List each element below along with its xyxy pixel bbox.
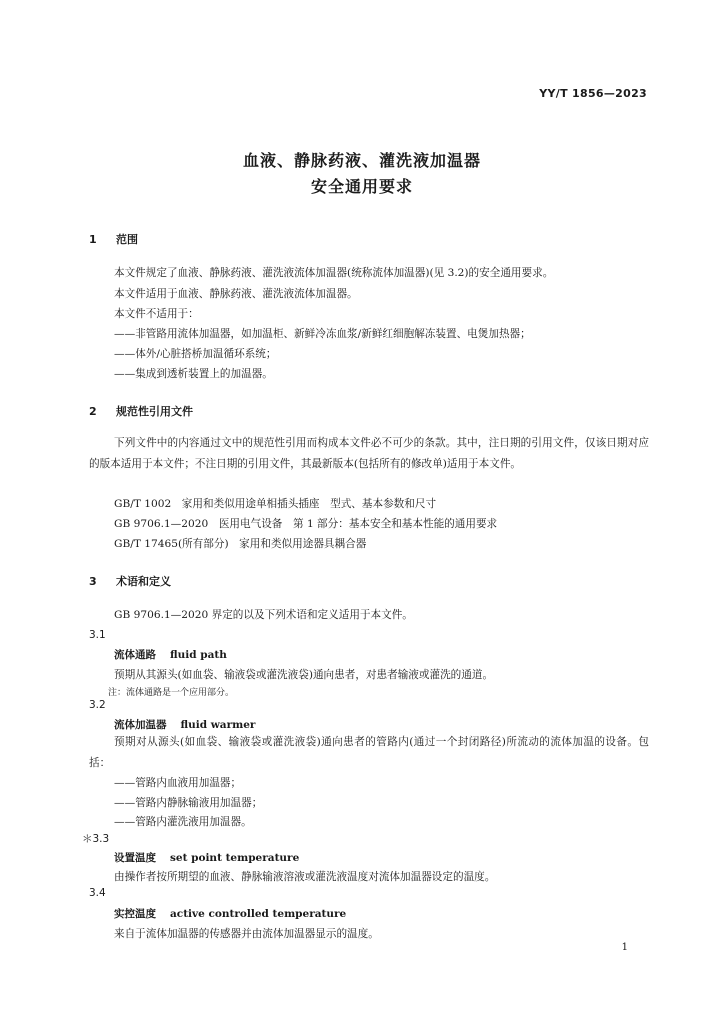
term-heading [114, 647, 227, 662]
reference-item: GB/T 17465(所有部分) 家用和类似用途器具耦合器 [114, 538, 367, 550]
paragraph: 下列文件中的内容通过文中的规范性引用而构成本文件必不可少的条款。其中，注日期的引用文件，仅该日期对应的版本适用于本文件；不注日期的引用文件，其最新版本(包括所有的修改单)适用于本文件。 [89, 437, 649, 470]
term-number: ＊3.3 [82, 833, 110, 845]
paragraph: 本文件规定了血液、静脉药液、灌洗液流体加温器(统称流体加温器)(见 3.2)的安全通用要求。 [114, 267, 554, 279]
section-1-heading [89, 231, 138, 247]
paragraph: 本文件适用于血液、静脉药液、灌洗液流体加温器。 [114, 288, 358, 300]
term-heading [114, 906, 346, 921]
section-3-heading [89, 573, 171, 589]
list-item: ——管路内静脉输液用加温器； [114, 797, 263, 809]
term-zh: 实控温度 [114, 908, 156, 920]
term-zh: 设置温度 [114, 852, 156, 864]
term-heading [114, 850, 299, 865]
paragraph: 本文件不适用于： [114, 308, 199, 320]
note: 注：流体通路是一个应用部分。 [108, 688, 235, 698]
term-zh: 流体通路 [114, 649, 156, 661]
list-item: ——管路内血液用加温器； [114, 777, 242, 789]
section-title: 范围 [116, 233, 138, 246]
term-en: active controlled temperature [170, 908, 347, 920]
section-number: 1 [89, 233, 97, 246]
term-definition: 预期从其源头(如血袋、输液袋或灌洗液袋)通向患者，对患者输液或灌洗的通道。 [114, 669, 494, 681]
page-number: 1 [621, 942, 628, 953]
term-number: 3.2 [89, 699, 106, 711]
section-title: 规范性引用文件 [116, 405, 193, 418]
reference-item: GB/T 1002 家用和类似用途单相插头插座 型式、基本参数和尺寸 [114, 498, 437, 510]
term-number: 3.1 [89, 629, 106, 641]
term-definition: 由操作者按所期望的血液、静脉输液溶液或灌洗液温度对流体加温器设定的温度。 [114, 871, 496, 883]
section-number: 2 [89, 405, 97, 418]
term-en: set point temperature [170, 852, 300, 864]
list-item: ——体外/心脏搭桥加温循环系统； [114, 348, 277, 360]
paragraph: GB 9706.1—2020 界定的以及下列术语和定义适用于本文件。 [114, 609, 413, 621]
document-title-line-2: 安全通用要求 [310, 177, 413, 196]
term-heading [114, 717, 255, 732]
term-en: fluid warmer [180, 719, 256, 731]
section-2-heading [89, 403, 193, 419]
list-item: ——非管路用流体加温器，如加温柜、新鲜冷冻血浆/新鲜红细胞解冻装置、电煲加热器； [114, 328, 531, 340]
term-number: 3.4 [89, 887, 106, 899]
term-zh: 流体加温器 [114, 719, 167, 731]
list-item: ——管路内灌洗液用加温器。 [114, 816, 252, 828]
list-item: ——集成到透析装置上的加温器。 [114, 368, 273, 380]
section-number: 3 [89, 575, 97, 588]
term-en: fluid path [170, 649, 227, 661]
standard-number: YY/T 1856—2023 [539, 87, 647, 100]
section-title: 术语和定义 [116, 575, 171, 588]
reference-item: GB 9706.1—2020 医用电气设备 第 1 部分：基本安全和基本性能的通用要求 [114, 518, 498, 530]
term-definition: 来自于流体加温器的传感器并由流体加温器显示的温度。 [114, 928, 379, 940]
term-definition: 预期对从源头(如血袋、输液袋或灌洗液袋)通向患者的管路内(通过一个封闭路径)所流动的流体加温的设备。包括： [89, 736, 649, 769]
document-title-line-1: 血液、静脉药液、灌洗液加温器 [242, 151, 481, 170]
